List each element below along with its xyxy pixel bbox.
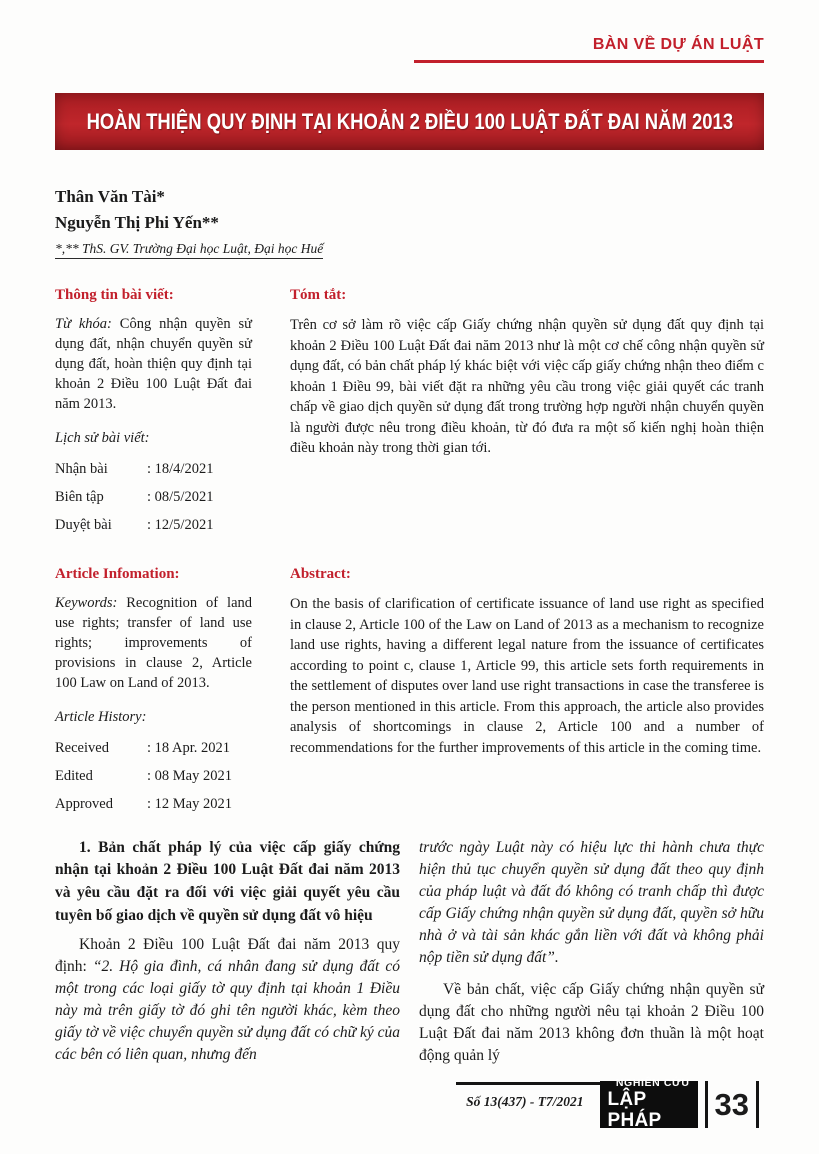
vi-summary-text: Trên cơ sở làm rõ việc cấp Giấy chứng nhận quyền sử dụng đất quy định tại khoản 2 Điều 100 Luật Đất đai năm 2013 như là một cơ chế công nhận quyền sử dụng đất, có bản chất pháp lý khác biệt với việc cấp giấy chứng nhận theo điểm c khoản 1 Điều 99, bài viết đặt ra những yêu cầu trong việc giải quyết các tranh chấp về giao dịch quyền sử dụng đất trong trường hợp người nhận chuyển quyền là người được nêu trong điều khoản, từ đó đưa ra một số kiến nghị hoàn thiện điều khoản này trong thời gian tới. bbox=[290, 316, 764, 457]
author-name-2: Nguyễn Thị Phi Yến** bbox=[55, 213, 219, 233]
history-value: : 12/5/2021 bbox=[147, 516, 214, 533]
header-rule bbox=[414, 60, 764, 63]
section-1-heading: 1. Bản chất pháp lý của việc cấp giấy chứng nhận tại khoản 2 Điều 100 Luật Đất đai năm 2013 và yêu cầu đặt ra đối với việc giải quyết yêu cầu tuyên bố giao dịch về quyền sử dụng đất vô hiệu bbox=[55, 838, 400, 924]
en-keywords-text: Recognition of land use rights; transfer of land use rights; improvements of provisions in clause 2, Article 100 Law on Land of 2013. bbox=[55, 595, 253, 692]
article-info-section bbox=[55, 285, 764, 819]
history-value: : 18 Apr. 2021 bbox=[147, 740, 230, 757]
history-label: Biên tập bbox=[55, 489, 104, 506]
journal-logo bbox=[600, 1077, 698, 1131]
paragraph-2: Về bản chất, việc cấp Giấy chứng nhận quyền sử dụng đất cho những người nêu tại khoản 2 Điều 100 Luật Đất đai năm 2013 không đơn thuần là một hoạt động quản lý bbox=[419, 980, 764, 1064]
journal-name-bottom: LẬP PHÁP bbox=[607, 1088, 662, 1131]
history-row bbox=[55, 791, 252, 819]
masthead bbox=[55, 36, 764, 63]
en-info-heading: Article Infomation: bbox=[55, 565, 180, 582]
authors-block bbox=[55, 184, 764, 259]
history-label: Received bbox=[55, 740, 109, 757]
history-label: Approved bbox=[55, 795, 113, 812]
divider-rule bbox=[756, 1081, 759, 1128]
journal-name-top: NGHIÊN CỨU bbox=[615, 1077, 690, 1090]
en-keywords bbox=[55, 593, 252, 693]
affiliation: *,** ThS. GV. Trường Đại học Luật, Đại học Huế bbox=[55, 241, 323, 259]
en-keywords-label: Keywords: bbox=[55, 595, 118, 612]
history-label: Duyệt bài bbox=[55, 516, 112, 533]
vi-keywords-text: Công nhận quyền sử dụng đất, nhận chuyển quyền sử dụng đất, hoàn thiện quy định tại khoản 2 Điều 100 Luật Đất đai năm 2013. bbox=[55, 316, 252, 413]
paragraph-1 bbox=[55, 934, 400, 1066]
history-value: : 08 May 2021 bbox=[147, 768, 232, 785]
article-body bbox=[55, 837, 764, 1067]
history-row bbox=[55, 763, 252, 791]
history-value: : 18/4/2021 bbox=[147, 461, 214, 478]
vi-info-heading: Thông tin bài viết: bbox=[55, 286, 174, 303]
vi-keywords-label: Từ khóa: bbox=[55, 316, 112, 333]
history-label: Nhận bài bbox=[55, 461, 108, 478]
body-column-right bbox=[419, 837, 764, 1067]
issue-info: Số 13(437) - T7/2021 bbox=[466, 1094, 584, 1109]
en-article-info bbox=[55, 564, 252, 819]
en-history-table bbox=[55, 735, 252, 818]
history-value: : 08/5/2021 bbox=[147, 489, 214, 506]
vi-summary bbox=[290, 285, 764, 540]
history-label: Edited bbox=[55, 768, 93, 785]
page-number: 33 bbox=[714, 1087, 749, 1122]
vi-keywords bbox=[55, 314, 252, 414]
vi-article-info bbox=[55, 285, 252, 540]
issue-info-wrap bbox=[456, 1082, 599, 1111]
history-row bbox=[55, 735, 252, 763]
page-footer bbox=[456, 1077, 766, 1131]
en-summary bbox=[290, 564, 764, 819]
history-row bbox=[55, 484, 252, 512]
author-name-1: Thân Văn Tài* bbox=[55, 187, 165, 206]
history-row bbox=[55, 512, 252, 540]
en-summary-heading: Abstract: bbox=[290, 565, 351, 582]
article-title-banner bbox=[55, 93, 764, 150]
history-row bbox=[55, 456, 252, 484]
vi-history-table bbox=[55, 456, 252, 539]
en-summary-text: On the basis of clarification of certificate issuance of land use right as specified in clause 2, Article 100 of the Law on Land of 2013 as a mechanism to recognize land use rights, having a different legal nature from the issuance of certificates according to point c, clause 1, Article 99, this article sets forth requirements in the settlement of disputes over land use right transactions in case the transferee is the person mentioned in this article. From this approach, the article also provides analysis of shortcomings in clause 2, Article 100 and a number of recommendations for the further improvements of this article in the coming time. bbox=[290, 595, 764, 756]
divider-rule bbox=[705, 1081, 708, 1128]
body-column-left bbox=[55, 837, 400, 1067]
en-history-label: Article History: bbox=[55, 709, 147, 726]
quote-continuation: trước ngày Luật này có hiệu lực thi hành chưa thực hiện thủ tục chuyển quyền sử dụng đất theo quy định của pháp luật và đất đó không có tranh chấp thì được cấp Giấy chứng nhận quyền sử dụng đất, quyền sở hữu nhà ở và tài sản khác gắn liền với đất và không phải nộp tiền sử dụng đất”. bbox=[419, 838, 764, 966]
history-value: : 12 May 2021 bbox=[147, 795, 232, 812]
paragraph-1-lead: Khoản 2 Điều 100 Luật Đất đai năm 2013 quy định: bbox=[55, 935, 400, 975]
paragraph-1-quote: “2. Hộ gia đình, cá nhân đang sử dụng đất có một trong các loại giấy tờ quy định tại khoản 1 Điều này mà trên giấy tờ đó ghi tên người khác, kèm theo giấy tờ về việc chuyển quyền sử dụng đất có chữ ký của các bên có liên quan, nhưng đến bbox=[55, 957, 400, 1063]
vi-history-label: Lịch sử bài viết: bbox=[55, 430, 150, 447]
section-header: BÀN VỀ DỰ ÁN LUẬT bbox=[592, 36, 764, 53]
vi-summary-heading: Tóm tắt: bbox=[290, 286, 347, 303]
article-title: HOÀN THIỆN QUY ĐỊNH TẠI KHOẢN 2 ĐIỀU 100 LUẬT ĐẤT ĐAI NĂM 2013 bbox=[86, 108, 733, 134]
